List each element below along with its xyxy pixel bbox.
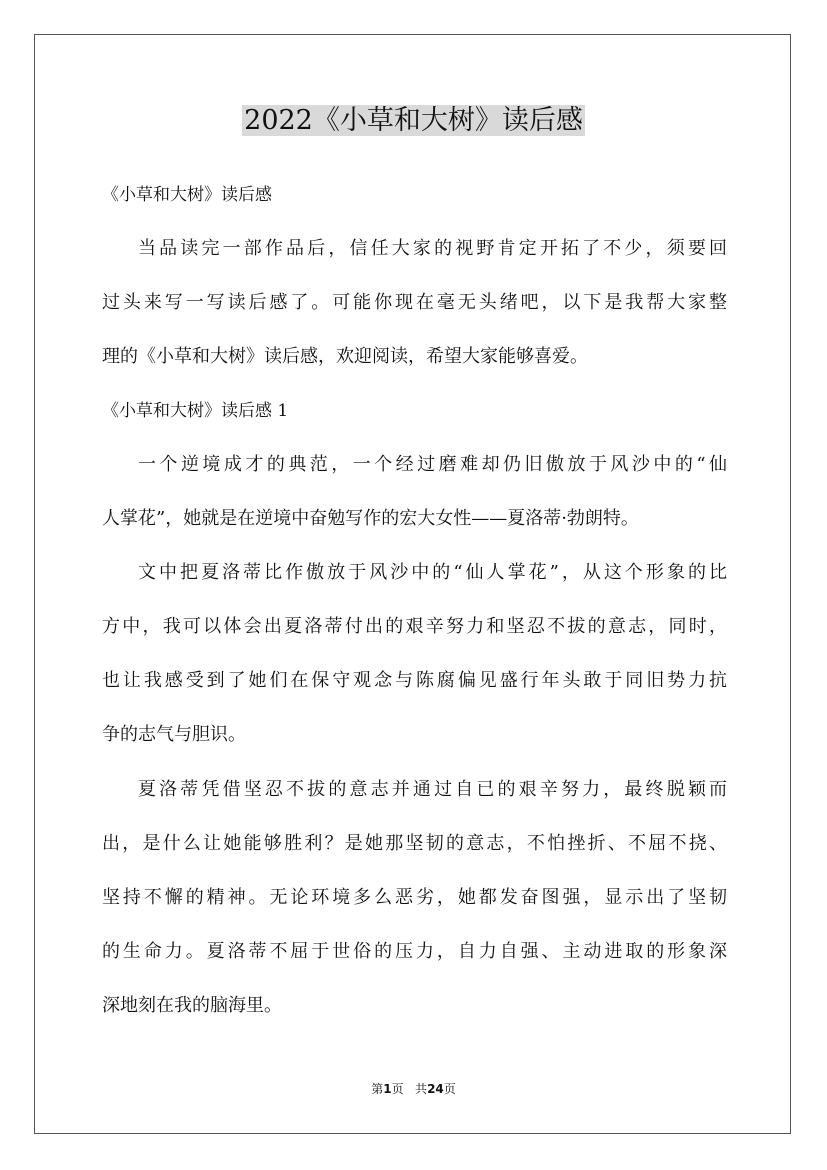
- intro-paragraph: [102, 231, 727, 375]
- document-title: [0, 101, 827, 141]
- paragraph-1-line-1: 一个逆境成才的典范，一个经过磨难却仍旧傲放于风沙中的“仙: [138, 454, 727, 475]
- document-subtitle: 《小草和大树》读后感: [102, 185, 272, 205]
- paragraph-2: [102, 555, 727, 753]
- total-suffix: 页: [443, 1082, 456, 1096]
- paragraph-2-line-2: 方中，我可以体会出夏洛蒂付出的艰辛努力和坚忍不拔的意志，同时，: [102, 616, 727, 637]
- page-total: 24: [427, 1082, 444, 1096]
- paragraph-3-line-4: 的生命力。夏洛蒂不屈于世俗的压力，自力自强、主动进取的形象深: [102, 941, 727, 962]
- paragraph-2-line-1: 文中把夏洛蒂比作傲放于风沙中的“仙人掌花”，从这个形象的比: [138, 562, 727, 583]
- paragraph-3-line-3: 坚持不懈的精神。无论环境多么恶劣，她都发奋图强，显示出了坚韧: [102, 887, 727, 908]
- paragraph-2-line-3: 也让我感受到了她们在保守观念与陈腐偏见盛行年头敢于同旧势力抗: [102, 670, 727, 691]
- paragraph-2-line-4: 争的志气与胆识。: [102, 724, 246, 745]
- paragraph-1: [102, 447, 727, 537]
- page-current: 1: [383, 1082, 392, 1096]
- page-suffix: 页: [391, 1082, 404, 1096]
- intro-line-1: 当品读完一部作品后，信任大家的视野肯定开拓了不少，须要回: [138, 238, 727, 259]
- page-footer: [0, 1081, 827, 1097]
- paragraph-1-line-2: 人掌花”，她就是在逆境中奋勉写作的宏大女性——夏洛蒂·勃朗特。: [102, 508, 639, 529]
- section-heading-1: 《小草和大树》读后感 1: [102, 401, 289, 421]
- intro-line-2: 过头来写一写读后感了。可能你现在毫无头绪吧，以下是我帮大家整: [102, 292, 727, 313]
- document-body: [102, 177, 727, 1024]
- paragraph-3-line-5: 深地刻在我的脑海里。: [102, 995, 282, 1016]
- intro-line-3: 理的《小草和大树》读后感，欢迎阅读，希望大家能够喜爱。: [102, 346, 588, 367]
- paragraph-3: [102, 772, 727, 1024]
- total-prefix: 共: [415, 1082, 428, 1096]
- paragraph-3-line-1: 夏洛蒂凭借坚忍不拔的意志并通过自已的艰辛努力，最终脱颖而: [138, 779, 727, 800]
- paragraph-3-line-2: 出，是什么让她能够胜利？是她那坚韧的意志，不怕挫折、不屈不挠、: [102, 833, 727, 854]
- document-title-text: 2022《小草和大树》读后感: [244, 105, 583, 136]
- page-prefix: 第: [371, 1082, 384, 1096]
